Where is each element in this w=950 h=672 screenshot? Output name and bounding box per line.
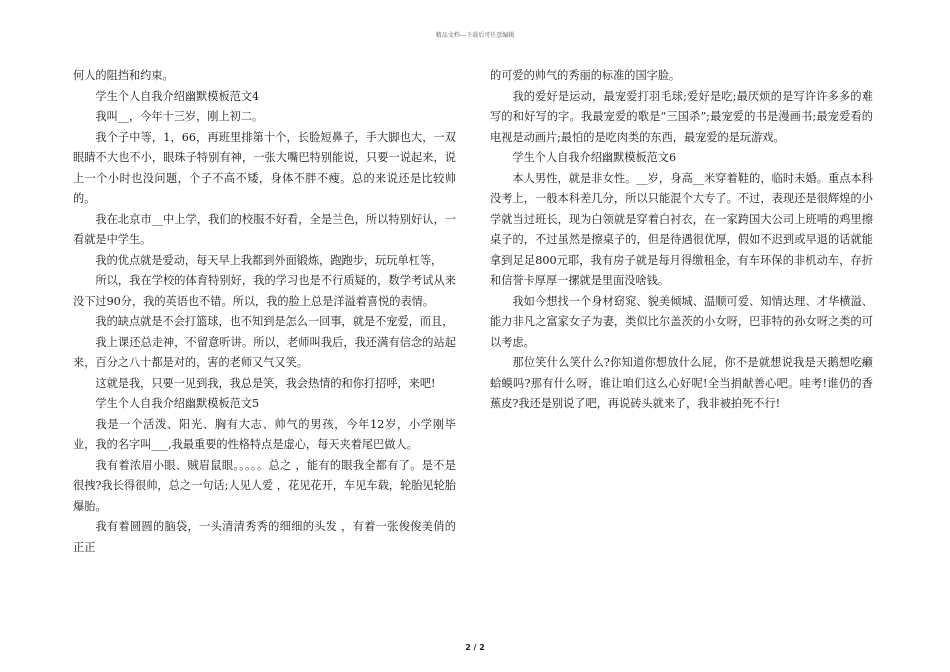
paragraph: 我有着浓眉小眼、贼眉鼠眼。。。。。总之 ，能有的眼我全都有了。是不是很拽?我长得很帅，总之一句话;人见人爱 ，花见花开，车见车载，轮胎见轮胎爆胎。 <box>73 458 456 513</box>
paragraph: 我在北京市__中上学，我们的校服不好看，全是兰色，所以特别好认，一看就是中学生。 <box>73 212 456 246</box>
paragraph: 的可爱的帅气的秀丽的标准的国字脸。 <box>490 69 681 82</box>
paragraph: 我的缺点就是不会打篮球，也不知到是怎么一回事，就是不宠爱，而且， <box>95 315 454 328</box>
paragraph: 学生个人自我介绍幽默模板范文5 <box>95 397 260 410</box>
right-column <box>490 66 873 415</box>
paragraph: 我有着圆圆的脑袋，一头清清秀秀的细细的头发 ，有着一张俊俊美俏的正正 <box>73 520 456 554</box>
paragraph: 我如今想找一个身材窈窕、貌美倾城、温顺可爱、知情达理、才华横溢、能力非凡之富家女子为妻，类似比尔盖茨的小女呀，巴菲特的孙女呀之类的可以考虑。 <box>490 294 873 349</box>
page-header: 精品文档---下载后可任意编辑 <box>435 32 515 39</box>
paragraph: 我的优点就是爱动，每天早上我都到外面锻炼，跑跑步，玩玩单杠等， <box>95 253 443 267</box>
paragraph: 学生个人自我介绍幽默模板范文6 <box>512 151 677 164</box>
paragraph: 这就是我，只要一见到我，我总是笑，我会热情的和你打招呼，来吧! <box>95 376 436 390</box>
paragraph: 我是一个活泼、阳光、胸有大志、帅气的男孩，今年12岁，小学刚毕业，我的名字叫___,我最重要的性格特点是虚心，每天夹着尾巴做人。 <box>73 417 456 451</box>
paragraph: 那位笑什么笑什么?你知道你想放什么屁，你不是就想说我是天鹅想吃癞蛤蟆吗?那有什么呀，谁让咱们这么心好呢!全当捐献善心吧。哇考!谁仍的香蕉皮?我还是别说了吧，再说砖头就来了，我非被拍死不行! <box>490 356 873 410</box>
paragraph: 我的爱好是运动，最宠爱打羽毛球;爱好是吃;最厌烦的是写许许多多的难写的和好写的字。我最宠爱的歌是“三国杀”;最宠爱的书是漫画书;最宠爱看的电视是动画片;最怕的是吃肉类的东西，最宠爱的是玩游戏。 <box>490 89 873 144</box>
paragraph: 我上课还总走神，不留意听讲。所以，老师叫我后，我还满有信念的站起来，百分之八十都是对的，害的老师又气又笑。 <box>73 335 456 369</box>
paragraph: 学生个人自我介绍幽默模板范文4 <box>95 89 260 103</box>
page-number: 2 / 2 <box>465 643 485 652</box>
paragraph: 我个子中等，1，66，再班里排第十个，长脸短鼻子，手大脚也大，一双眼睛不大也不小，眼珠子特别有神，一张大嘴巴特别能说，只要一说起来，说上一个小时也没问题，个子不高不矮，身体不胖不瘦。总的来说还是比较帅的。 <box>73 130 456 205</box>
paragraph: 本人男性，就是非女性。__岁，身高__米穿着鞋的，临时未婚。重点本科没考上，一般本科差几分，所以只能混个大专了。不过，表现还是很辉煌的小学就当过班长，现为白领就是穿着白衬衣，在一家跨国大公司上班啃的鸡里擦桌子的，不过虽然是擦桌子的，但是待遇很优厚，假如不迟到或早退的话就能拿到足足800元耶，我有房子就是每月得缴租金，有车环保的非机动车，存折和信誉卡厚厚一摞就是里面没啥钱。 <box>490 171 873 287</box>
paragraph: 所以，我在学校的体育特别好，我的学习也是不行质疑的，数学考试从来没下过90分，我的英语也不错。所以，我的脸上总是洋溢着喜悦的表情。 <box>73 274 456 308</box>
paragraph: 何人的阻挡和约束。 <box>73 69 174 82</box>
paragraph: 我叫__，今年十三岁，刚上初二。 <box>95 110 264 123</box>
left-column <box>73 66 456 558</box>
